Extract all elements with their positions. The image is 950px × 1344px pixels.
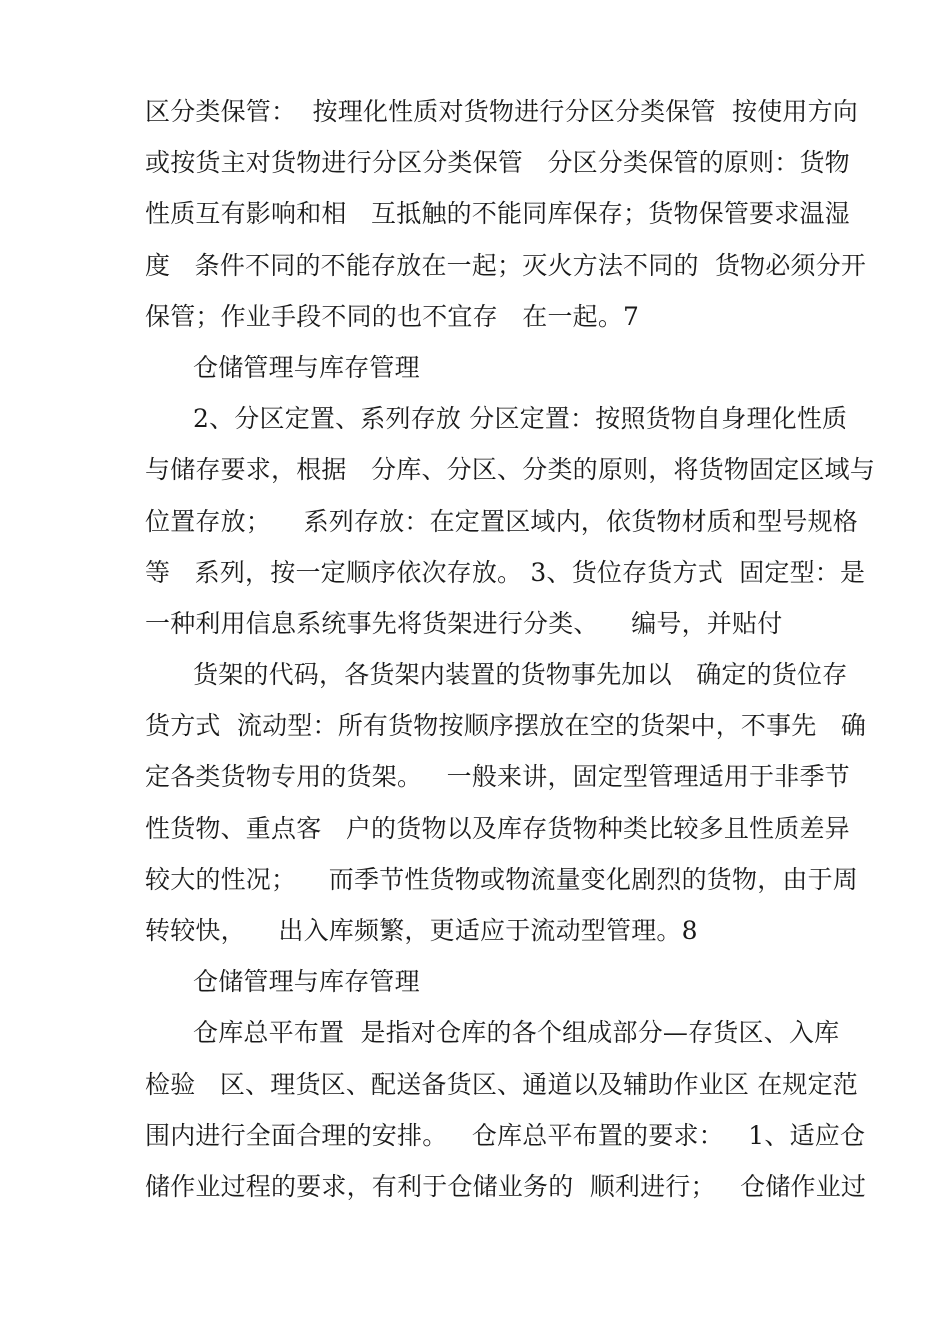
text-line: 性质互有影响和相 互抵触的不能同库保存；货物保管要求温湿 xyxy=(145,199,850,229)
text-line: 储作业过程的要求，有利于仓储业务的 顺利进行； 仓储作业过 xyxy=(145,1171,867,1201)
text-line: 货架的代码，各货架内装置的货物事先加以 确定的货位存 xyxy=(193,660,848,690)
section-heading: 仓储管理与库存管理 xyxy=(193,352,420,382)
text-line: 位置存放； 系列存放：在定置区域内，依货物材质和型号规格 xyxy=(145,506,858,536)
text-line: 货方式 流动型：所有货物按顺序摆放在空的货架中，不事先 确 xyxy=(145,711,867,741)
text-line: 定各类货物专用的货架。 一般来讲，固定型管理适用于非季节 xyxy=(145,762,850,792)
text-line: 2、分区定置、系列存放 分区定置：按照货物自身理化性质 xyxy=(193,404,848,434)
document-body xyxy=(145,86,876,1212)
text-line: 保管；作业手段不同的也不宜存 在一起。7 xyxy=(145,301,640,331)
text-line: 度 条件不同的不能存放在一起；灭火方法不同的 货物必须分开 xyxy=(145,250,867,280)
text-line: 一种利用信息系统事先将货架进行分类、 编号，并贴付 xyxy=(145,608,783,638)
text-line: 仓库总平布置 是指对仓库的各个组成部分—存货区、入库 xyxy=(193,1018,840,1048)
text-line: 或按货主对货物进行分区分类保管 分区分类保管的原则：货物 xyxy=(145,148,850,178)
text-line: 与储存要求，根据 分库、分区、分类的原则，将货物固定区域与 xyxy=(145,455,876,485)
text-line: 转较快， 出入库频繁，更适应于流动型管理。8 xyxy=(145,916,698,945)
text-line: 较大的性况； 而季节性货物或物流量变化剧烈的货物，由于周 xyxy=(145,864,858,894)
text-line: 区分类保管： 按理化性质对货物进行分区分类保管 按使用方向 xyxy=(145,97,858,126)
text-line: 检验 区、理货区、配送备货区、通道以及辅助作业区 在规定范 xyxy=(145,1069,858,1099)
text-line: 等 系列，按一定顺序依次存放。 3、货位存货方式 固定型：是 xyxy=(145,557,866,587)
text-line: 性货物、重点客 户的货物以及库存货物种类比较多且性质差异 xyxy=(145,813,850,843)
text-line: 围内进行全面合理的安排。 仓库总平布置的要求： 1、适应仓 xyxy=(145,1120,866,1150)
section-heading: 仓储管理与库存管理 xyxy=(193,967,420,997)
